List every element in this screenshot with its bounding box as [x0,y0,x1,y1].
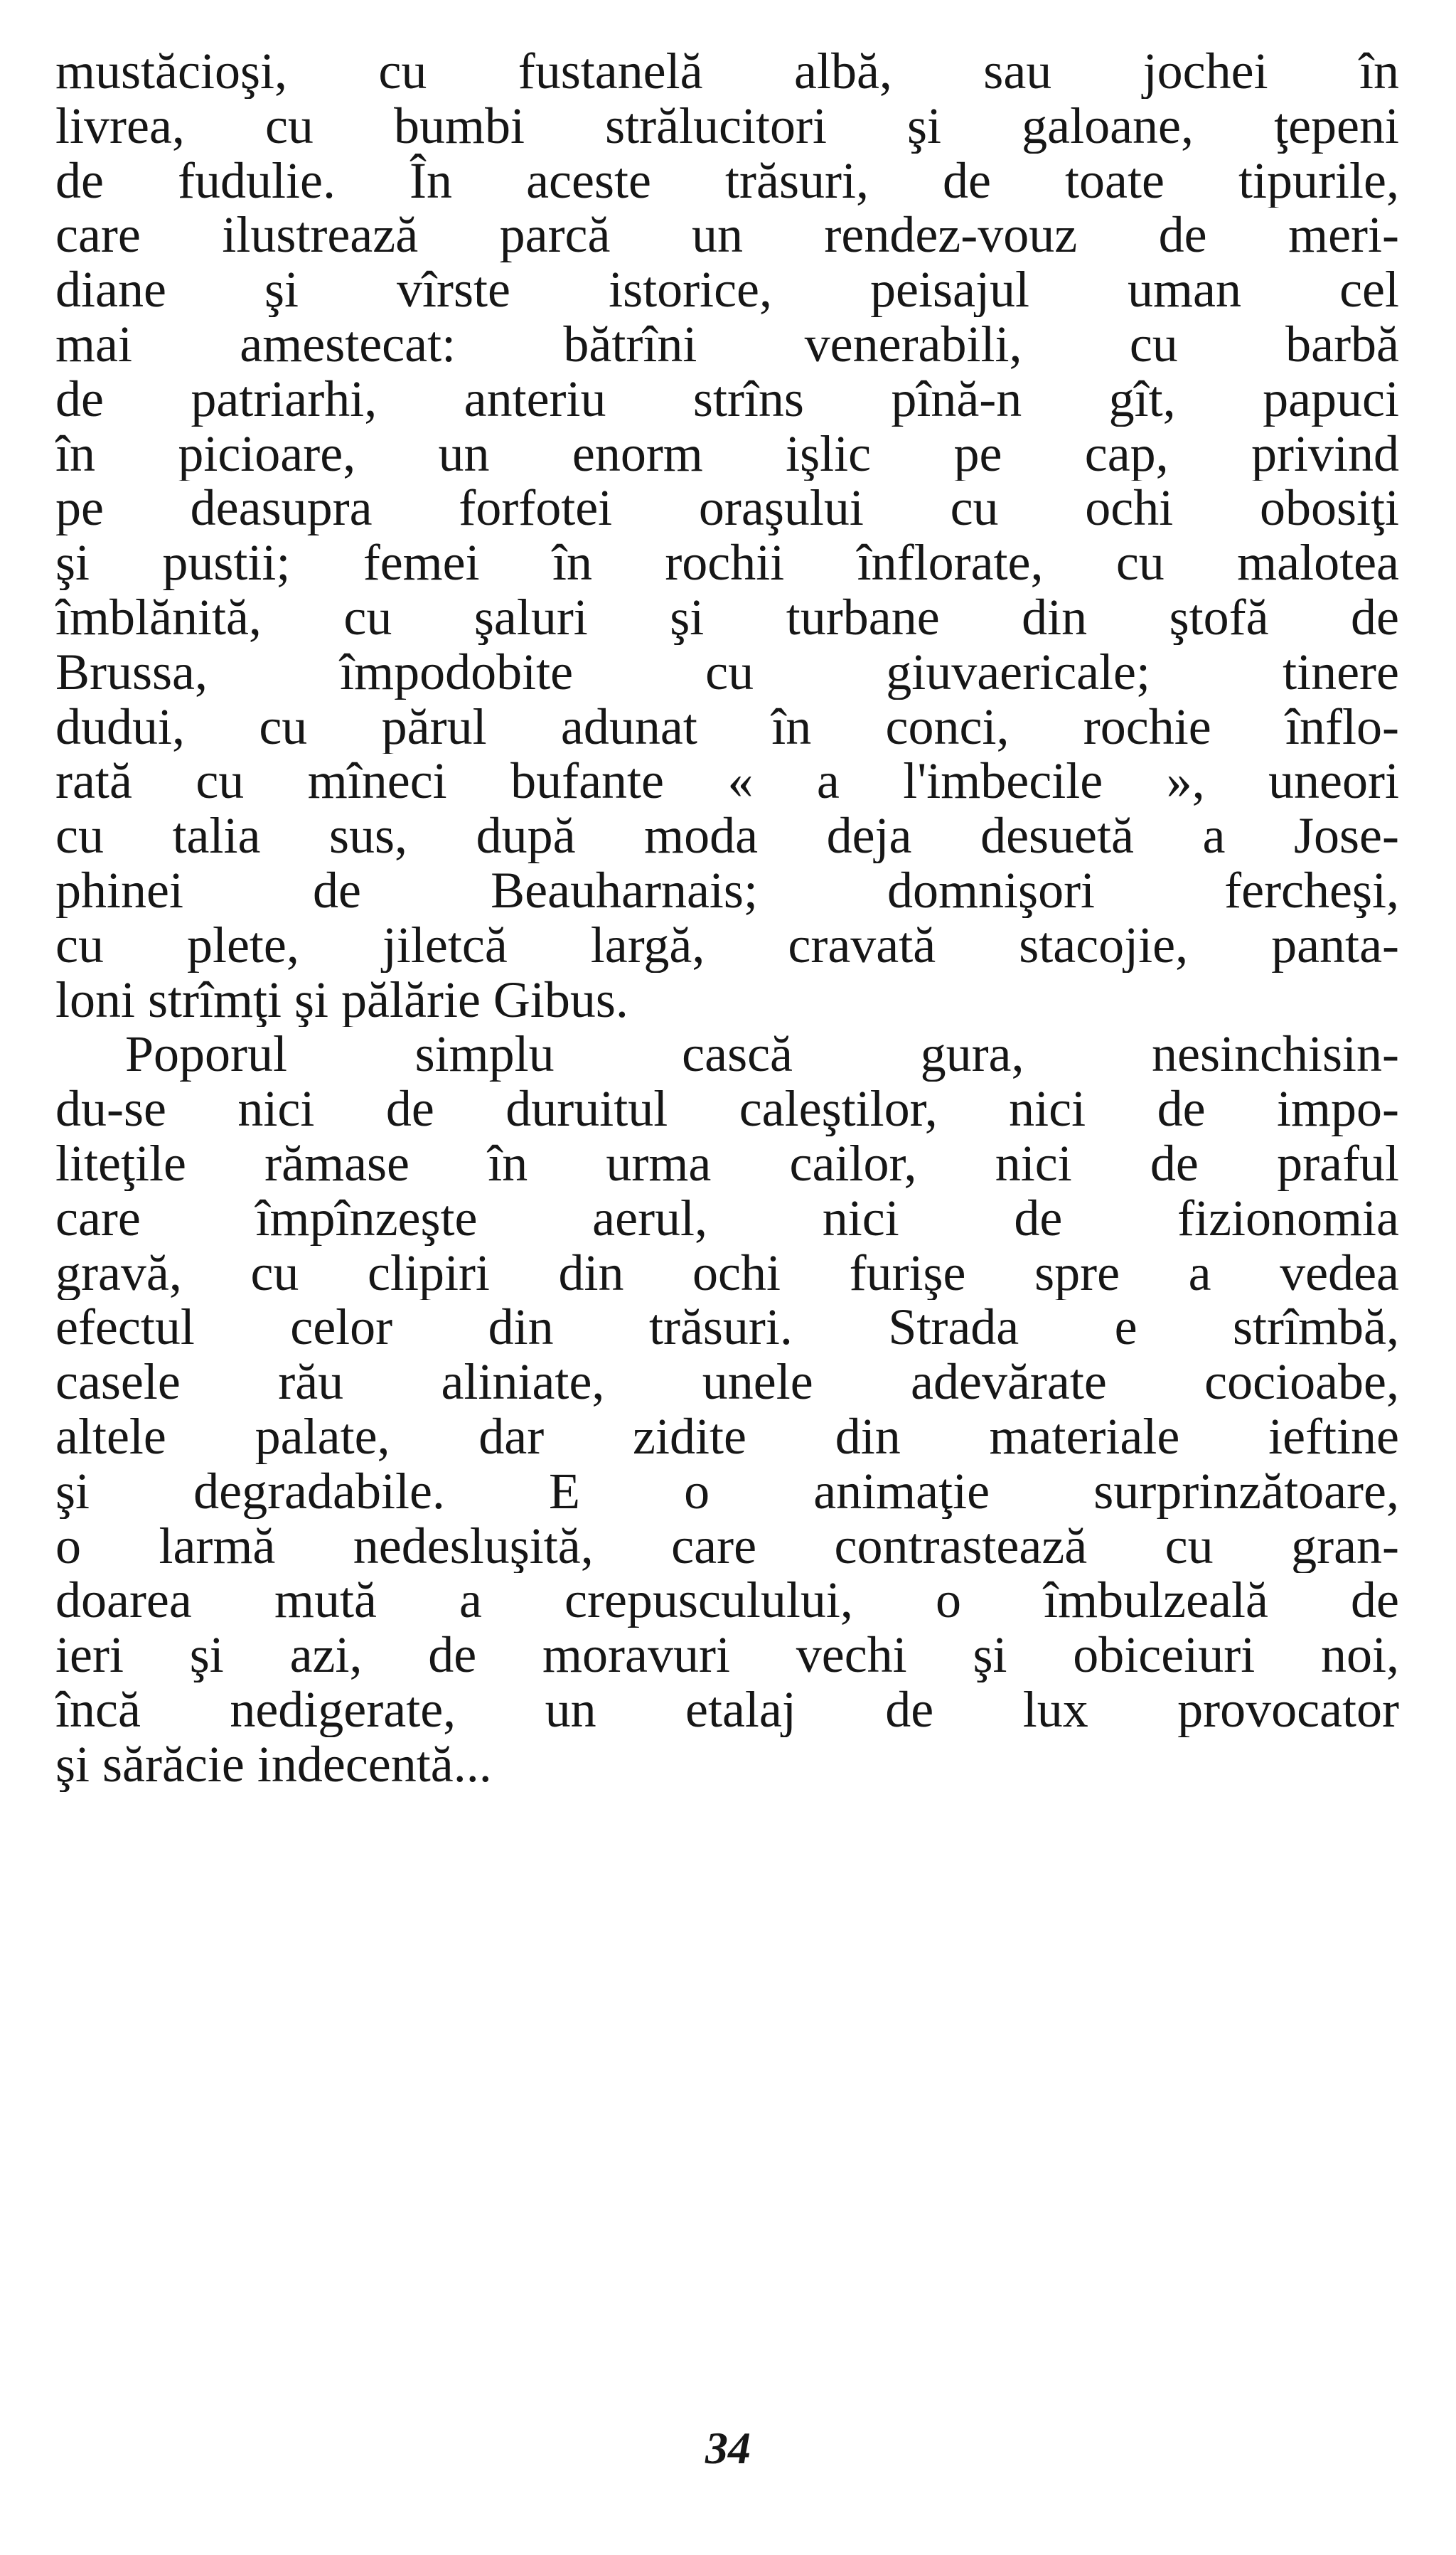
text-line: care împînzeşte aerul, nici de fizionomia [55,1190,1399,1246]
text-line: casele rău aliniate, unele adevărate cocioabe, [55,1355,1399,1409]
text-line: o larmă nedesluşită, care contrastează cu gran- [55,1518,1399,1574]
paragraph-2 [55,1027,1399,1791]
text-line: în picioare, un enorm işlic pe cap, privind [55,426,1399,481]
text-line: phinei de Beauharnais; domnişori fercheşi, [55,863,1399,918]
text-line: ieri şi azi, de moravuri vechi şi obiceiuri noi, [55,1628,1399,1682]
text-line: rată cu mîneci bufante « a l'imbecile », uneori [55,754,1399,809]
text-line: cu plete, jiletcă largă, cravată stacojie, panta- [55,917,1399,973]
text-line: cu talia sus, după moda deja desuetă a Jose- [55,809,1399,863]
text-line: mustăcioşi, cu fustanelă albă, sau jochei în [55,44,1399,99]
text-line: încă nedigerate, un etalaj de lux provocator [55,1682,1399,1737]
text-line: efectul celor din trăsuri. Strada e strîmbă, [55,1300,1399,1355]
page-number: 34 [705,2423,751,2473]
text-line: mai amestecat: bătrîni venerabili, cu barbă [55,316,1399,372]
text-line: şi degradabile. E o animaţie surprinzătoare, [55,1463,1399,1519]
body-text [55,44,1399,1792]
text-line: de patriarhi, anteriu strîns pînă-n gît, papuci [55,371,1399,427]
text-line: care ilustrează parcă un rendez-vouz de meri- [55,208,1399,263]
text-line: Brussa, împodobite cu giuvaericale; tinere [55,644,1399,700]
text-line: gravă, cu clipiri din ochi furişe spre a vedea [55,1245,1399,1301]
text-line: de fudulie. În aceste trăsuri, de toate tipurile, [55,153,1399,208]
text-line: pe deasupra forfotei oraşului cu ochi obosiţi [55,481,1399,536]
text-line: livrea, cu bumbi strălucitori şi galoane, ţepeni [55,98,1399,154]
paragraph-1 [55,44,1399,1027]
text-line: Poporul simplu cască gura, nesinchisin- [125,1027,1399,1082]
text-line: şi sărăcie indecentă... [55,1737,492,1792]
text-line: şi pustii; femei în rochii înflorate, cu malotea [55,535,1399,590]
text-line: doarea mută a crepusculului, o îmbulzeală de [55,1573,1399,1628]
text-line: dudui, cu părul adunat în conci, rochie înflo- [55,699,1399,754]
text-line: îmblănită, cu şaluri şi turbane din ştofă de [55,590,1399,645]
text-line: altele palate, dar zidite din materiale ieftine [55,1409,1399,1464]
text-line: liteţile rămase în urma cailor, nici de praful [55,1136,1399,1191]
text-line: du-se nici de duruitul caleştilor, nici de impo- [55,1082,1399,1136]
text-line: loni strîmţi şi pălărie Gibus. [55,972,628,1028]
text-line: diane şi vîrste istorice, peisajul uman cel [55,262,1399,317]
